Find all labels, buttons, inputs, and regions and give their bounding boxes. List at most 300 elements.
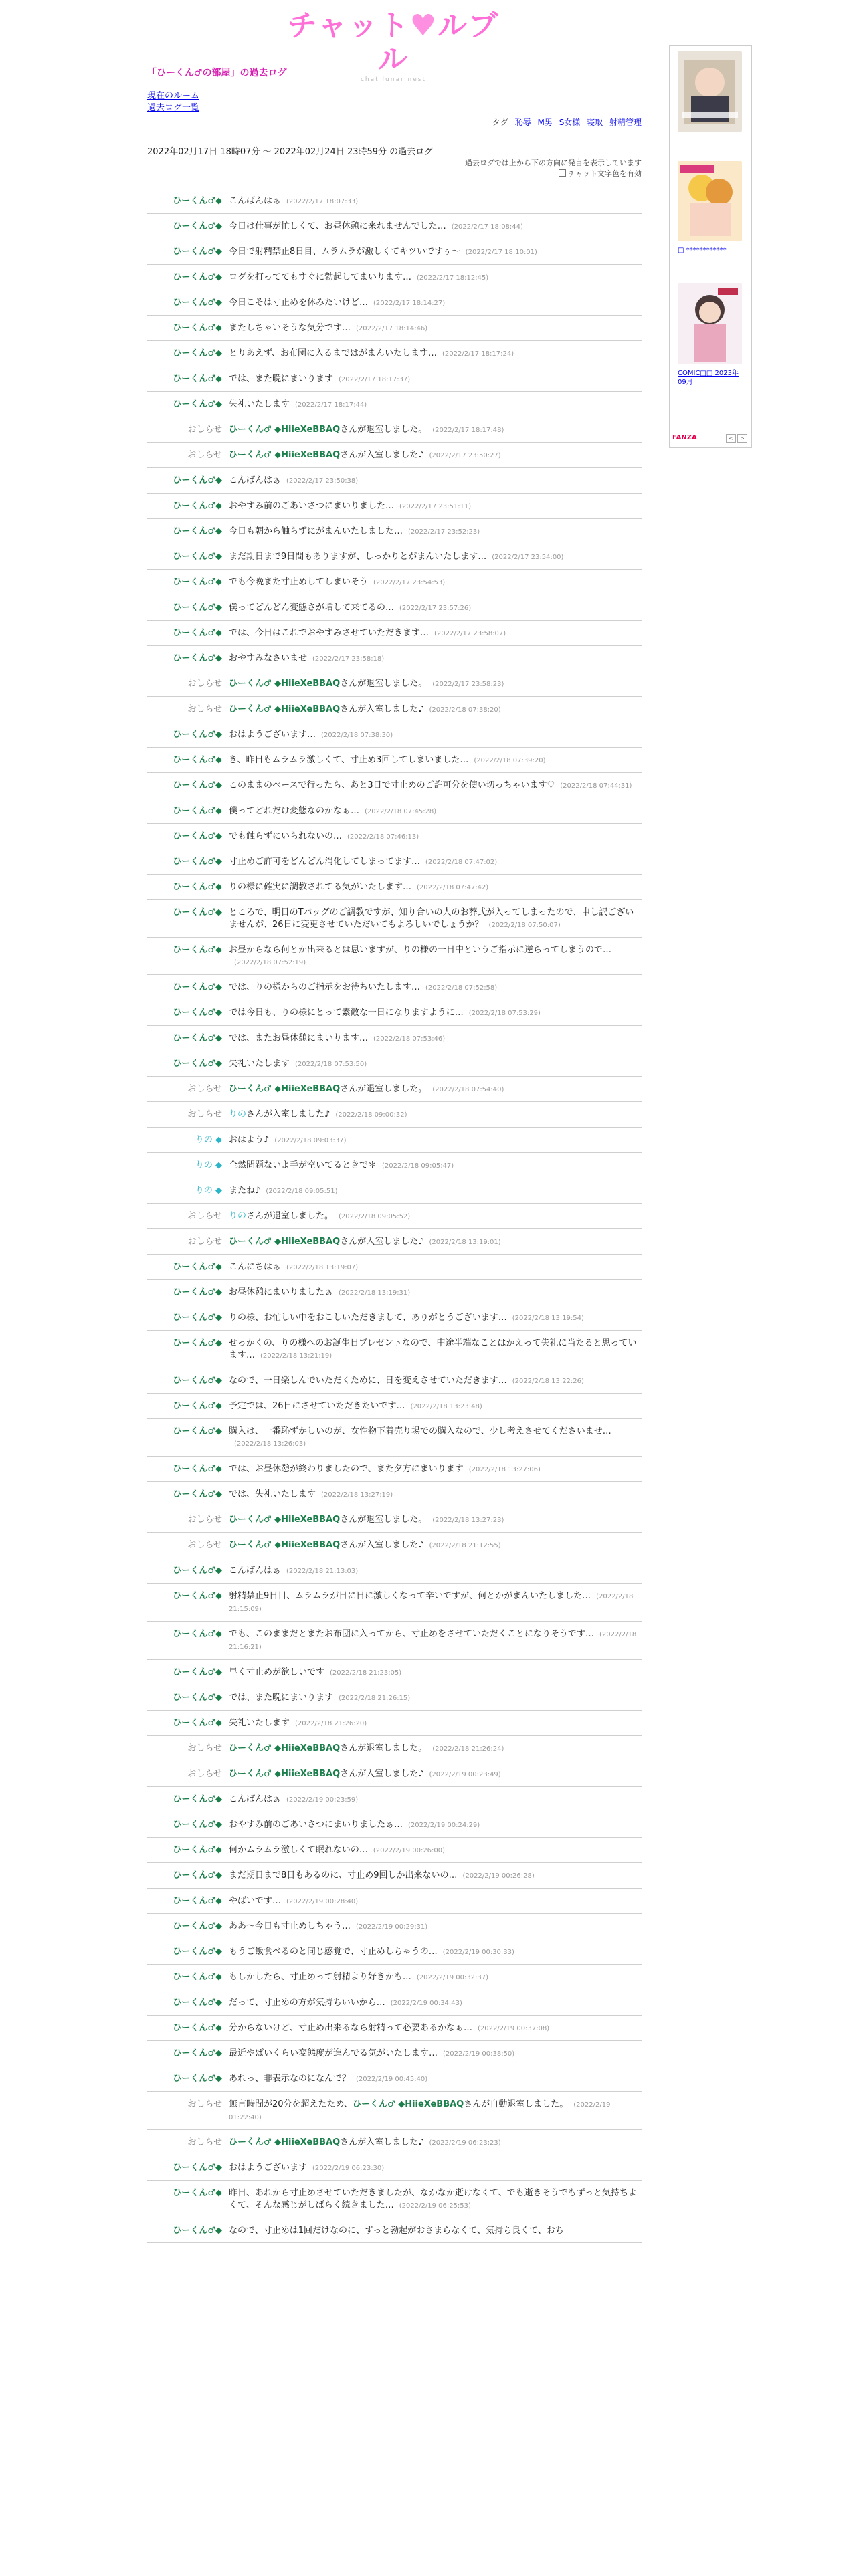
notice-row [147, 2130, 642, 2155]
chat-message [147, 798, 642, 824]
speaker-name: おしらせ [187, 679, 222, 689]
speaker-name: ひーくん♂◆ [173, 1489, 222, 1499]
timestamp: (2022/2/18 07:54:40) [432, 1086, 504, 1093]
message-body [229, 1160, 642, 1172]
message-body [229, 1971, 642, 1984]
timestamp: (2022/2/17 18:12:45) [417, 274, 489, 282]
message-body [229, 678, 642, 691]
message-text: おやすみなさいませ [229, 653, 308, 663]
timestamp: (2022/2/18 13:19:01) [429, 1239, 501, 1246]
message-text: 今日は仕事が忙しくて、お昼休憩に来れませんでした… [229, 221, 446, 231]
speaker-name: ひーくん♂◆ [173, 1059, 222, 1069]
chat-message [147, 316, 642, 341]
timestamp: (2022/2/18 13:26:03) [234, 1440, 306, 1448]
message-body [229, 1628, 642, 1654]
message-body [229, 2073, 642, 2086]
message-text: では今日も、りの様にとって素敵な一日になりますように… [229, 1008, 464, 1018]
ad-pager [725, 433, 747, 443]
chat-message [147, 1419, 642, 1457]
chat-message [147, 1051, 642, 1077]
message-text: お昼休憩にまいりましたぁ [229, 1287, 334, 1297]
message-text: またしちゃいそうな気分です… [229, 323, 351, 333]
chat-message [147, 1965, 642, 1990]
message-body [229, 1565, 642, 1578]
chat-message [147, 748, 642, 773]
timestamp: (2022/2/18 21:15:09) [229, 1593, 634, 1613]
message-body [229, 602, 642, 615]
message-text: もしかしたら、寸止めって射精より好きかも… [229, 1972, 411, 1982]
timestamp: (2022/2/18 13:27:06) [468, 1466, 541, 1473]
notice-action: さんが入室しました♪ [340, 1237, 424, 1247]
tag-link[interactable]: S女様 [559, 118, 581, 127]
message-body [229, 1426, 642, 1451]
message-body [229, 1946, 642, 1959]
message-body [229, 1312, 642, 1325]
timestamp: (2022/2/17 23:58:18) [312, 655, 385, 663]
timestamp: (2022/2/18 07:53:46) [373, 1035, 446, 1043]
timestamp: (2022/2/18 07:45:28) [365, 808, 437, 815]
notice-user: ひーくん♂ ◆HiieXeBBAQ [353, 2099, 464, 2109]
speaker-name: ひーくん♂◆ [173, 730, 222, 740]
notice-user: ひーくん♂ ◆HiieXeBBAQ [229, 1237, 341, 1247]
tag-link[interactable]: M男 [537, 118, 553, 127]
chat-message [147, 773, 642, 798]
logo-subtitle: chat lunar nest [360, 76, 426, 83]
chat-message [147, 1331, 642, 1368]
ad-banner[interactable] [678, 283, 742, 387]
speaker-name: ひーくん♂◆ [173, 475, 222, 486]
heart-icon: ♥ [409, 9, 438, 43]
message-body [229, 1489, 642, 1501]
speaker-name: りの ◆ [195, 1160, 222, 1170]
chat-message [147, 646, 642, 671]
speaker-name: おしらせ [187, 1515, 222, 1525]
nav-links [147, 90, 199, 114]
chat-message [147, 1482, 642, 1507]
notice-row [147, 1736, 642, 1761]
chat-message [147, 1622, 642, 1660]
tag-link[interactable]: 寝取 [587, 118, 603, 127]
timestamp: (2022/2/19 00:37:08) [478, 2025, 550, 2032]
chat-message [147, 1255, 642, 1280]
timestamp: (2022/2/17 18:17:37) [339, 376, 411, 383]
chat-message [147, 2181, 642, 2218]
speaker-name: ひーくん♂◆ [173, 1338, 222, 1348]
chat-message [147, 468, 642, 494]
tag-link[interactable]: 射精管理 [609, 118, 642, 127]
message-body [229, 2048, 642, 2060]
timestamp: (2022/2/18 13:19:07) [286, 1264, 359, 1271]
timestamp: (2022/2/18 21:26:24) [432, 1745, 504, 1753]
logo-text: チャット♥ルブル [287, 9, 500, 76]
message-body [229, 1819, 642, 1832]
timestamp: (2022/2/18 07:53:29) [468, 1010, 541, 1017]
chat-message [147, 2066, 642, 2092]
speaker-name: ひーくん♂◆ [173, 323, 222, 333]
current-room-link[interactable]: 現在のルーム [147, 91, 200, 101]
message-text: お昼からなら何とか出来るとは思いますが、りの様の一日中というご指示に逆らってしまうので… [229, 945, 612, 955]
message-body [229, 1261, 642, 1274]
chat-message [147, 2041, 642, 2066]
chat-message [147, 544, 642, 570]
message-text: 僕ってどんどん変態さが増して来てるの… [229, 603, 395, 613]
timestamp: (2022/2/19 00:26:28) [462, 1872, 535, 1880]
timestamp: (2022/2/18 09:05:52) [339, 1213, 411, 1220]
chat-message [147, 1394, 642, 1419]
message-body [229, 195, 642, 208]
timestamp: (2022/2/19 06:23:23) [429, 2139, 501, 2147]
prev-arrow-icon[interactable]: < [726, 434, 736, 443]
speaker-name: ひーくん♂◆ [173, 1972, 222, 1982]
timestamp: (2022/2/19 00:29:31) [356, 1923, 428, 1931]
page-title: 「ひーくん♂の部屋」の過去ログ [147, 68, 287, 78]
notice-action: さんが退室しました。 [340, 1743, 427, 1753]
timestamp: (2022/2/18 13:27:23) [432, 1517, 504, 1524]
speaker-name: ひーくん♂◆ [173, 2074, 222, 2084]
notice-user: ひーくん♂ ◆HiieXeBBAQ [229, 450, 341, 460]
timestamp: (2022/2/18 13:19:54) [512, 1315, 584, 1322]
speaker-name: ひーくん♂◆ [173, 374, 222, 384]
message-text: おはようございます [229, 2163, 308, 2173]
timestamp: (2022/2/18 07:47:42) [417, 884, 489, 891]
message-text: でも今晩また寸止めしてしまいそう [229, 577, 369, 587]
message-body [229, 1997, 642, 2010]
message-text: まだ期日まで8日もあるのに、寸止め9回しか出来ないの… [229, 1870, 458, 1881]
ad-banner[interactable] [678, 51, 742, 136]
speaker-name: ひーくん♂◆ [173, 831, 222, 841]
message-text: では、失礼いたします [229, 1489, 316, 1499]
message-body [229, 1033, 642, 1045]
timestamp: (2022/2/18 21:26:15) [339, 1695, 411, 1702]
timestamp: (2022/2/17 23:54:53) [373, 579, 446, 586]
timestamp: (2022/2/18 13:22:26) [512, 1378, 584, 1385]
notice-action: さんが入室しました♪ [340, 704, 424, 714]
message-text: ログを打っててもすぐに勃起してまいります… [229, 272, 412, 282]
timestamp: (2022/2/19 06:25:53) [399, 2202, 471, 2210]
message-text: なので、一日楽しんでいただくために、日を変えさせていただきます… [229, 1376, 507, 1386]
message-text: ところで、明日のTバッグのご調教ですが、知り合いの人のお葬式が入ってしまったので、申し訳ございませんが、26日に変更させていただいてもよろしいでしょうか？ [229, 907, 634, 930]
message-text: では、また晩にまいります [229, 1693, 334, 1703]
chat-message [147, 1660, 642, 1685]
speaker-name: ひーくん♂◆ [173, 1629, 222, 1639]
timestamp: (2022/2/18 07:52:19) [234, 959, 306, 966]
message-body [229, 500, 642, 513]
ad-image[interactable] [678, 283, 742, 364]
message-text: 昨日、あれから寸止めさせていただきましたが、なかなか逝けなくて、でも逝きそうでもずっと気持ちよくて、そんな感じがしばらく続きました… [229, 2188, 637, 2210]
tag-label: タグ [492, 118, 508, 127]
next-arrow-icon[interactable]: > [737, 434, 747, 443]
message-body [229, 1717, 642, 1730]
message-body [229, 2022, 642, 2035]
notice-row [147, 417, 642, 443]
timestamp: (2022/2/19 00:38:50) [443, 2050, 515, 2058]
speaker-name: おしらせ [187, 1084, 222, 1094]
chat-message [147, 1026, 642, 1051]
message-body [229, 272, 642, 284]
timestamp: (2022/2/18 09:05:47) [382, 1162, 454, 1170]
timestamp: (2022/2/18 13:19:31) [339, 1289, 411, 1297]
speaker-name: ひーくん♂◆ [173, 1845, 222, 1855]
message-text: こんばんはぁ [229, 1566, 282, 1576]
color-toggle-label: チャット文字色を有効 [568, 169, 642, 178]
message-body [229, 1287, 642, 1299]
speaker-name: ひーくん♂◆ [173, 1008, 222, 1018]
speaker-name: ひーくん♂◆ [173, 1464, 222, 1474]
speaker-name: ひーくん♂◆ [173, 603, 222, 613]
notice-action: さんが退室しました。 [340, 1084, 427, 1094]
message-body [229, 2187, 642, 2212]
timestamp: (2022/2/19 00:45:40) [356, 2076, 428, 2083]
message-body [229, 729, 642, 742]
message-text: 失礼いたします [229, 1718, 290, 1728]
speaker-name: ひーくん♂◆ [173, 2023, 222, 2033]
chat-message [147, 2155, 642, 2181]
message-body [229, 1895, 642, 1908]
chat-message [147, 1863, 642, 1889]
timestamp: (2022/2/18 07:47:02) [425, 859, 498, 866]
chat-message [147, 1889, 642, 1914]
speaker-name: おしらせ [187, 1769, 222, 1779]
ad-banner[interactable] [678, 161, 742, 255]
message-text: あれっ、非表示なのになんで？ [229, 2074, 351, 2084]
message-body [229, 1870, 642, 1883]
chat-message [147, 366, 642, 392]
speaker-name: ひーくん♂◆ [173, 1921, 222, 1931]
log-options [465, 158, 642, 179]
speaker-name: りの ◆ [195, 1135, 222, 1145]
speaker-name: ひーくん♂◆ [173, 653, 222, 663]
timestamp: (2022/2/17 18:10:01) [465, 249, 537, 256]
message-body [229, 2137, 642, 2149]
timestamp: (2022/2/18 07:38:30) [321, 732, 393, 739]
tag-list [492, 116, 642, 128]
speaker-name: ひーくん♂◆ [173, 1896, 222, 1906]
notice-row [147, 1102, 642, 1128]
message-body [229, 1134, 642, 1147]
speaker-name: ひーくん♂◆ [173, 577, 222, 587]
message-body [229, 2225, 642, 2237]
notice-action: さんが退室しました。 [340, 425, 427, 435]
past-logs-link[interactable]: 過去ログ一覧 [147, 103, 200, 113]
notice-user: ひーくん♂ ◆HiieXeBBAQ [229, 1769, 341, 1779]
chat-message [147, 1000, 642, 1026]
chat-message [147, 1812, 642, 1838]
timestamp: (2022/2/17 23:54:00) [492, 554, 564, 561]
message-body [229, 1400, 642, 1413]
site-logo[interactable] [280, 9, 507, 83]
timestamp: (2022/2/19 00:23:59) [286, 1796, 359, 1804]
ad-image[interactable] [678, 51, 742, 132]
message-body [229, 881, 642, 894]
timestamp: (2022/2/17 18:14:46) [356, 325, 428, 332]
notice-action: さんが入室しました♪ [246, 1109, 330, 1119]
timestamp: (2022/2/17 23:58:07) [434, 630, 506, 637]
message-text: 予定では、26日にさせていただきたいです… [229, 1401, 405, 1411]
speaker-name: ひーくん♂◆ [173, 2048, 222, 2058]
chat-message [147, 570, 642, 595]
message-body [229, 1768, 642, 1781]
chat-message [147, 722, 642, 748]
timestamp: (2022/2/17 18:17:48) [432, 427, 504, 434]
speaker-name: ひーくん♂◆ [173, 780, 222, 790]
message-body [229, 348, 642, 360]
chat-message [147, 1153, 642, 1178]
speaker-name: おしらせ [187, 450, 222, 460]
notice-action: さんが入室しました♪ [340, 1769, 424, 1779]
tag-link[interactable]: 恥辱 [514, 118, 531, 127]
message-body [229, 449, 642, 462]
message-text: こんばんはぁ [229, 196, 282, 206]
timestamp: (2022/2/17 23:52:23) [408, 528, 480, 536]
speaker-name: ひーくん♂◆ [173, 1426, 222, 1436]
chat-message [147, 938, 642, 975]
timestamp: (2022/2/18 09:03:37) [274, 1137, 347, 1144]
chat-message [147, 900, 642, 938]
message-text: では、またお昼休憩にまいります… [229, 1033, 369, 1043]
color-toggle[interactable] [465, 169, 642, 179]
speaker-name: おしらせ [187, 1211, 222, 1221]
message-text: 今日こそは寸止めを休みたいけど… [229, 298, 369, 308]
notice-user: ひーくん♂ ◆HiieXeBBAQ [229, 1540, 341, 1550]
message-body [229, 653, 642, 665]
speaker-name: ひーくん♂◆ [173, 1033, 222, 1043]
timestamp: (2022/2/17 23:50:38) [286, 477, 359, 485]
message-text: 分からないけど、寸止め出来るなら射精って必要あるかなぁ… [229, 2023, 473, 2033]
message-text: おやすみ前のごあいさつにまいりましたぁ… [229, 1820, 403, 1830]
checkbox-icon[interactable] [559, 169, 566, 177]
notice-action: さんが退室しました。 [340, 1515, 427, 1525]
message-body [229, 475, 642, 488]
message-text: まだ期日まで9日間もありますが、しっかりとがまんいたします… [229, 552, 487, 562]
chat-message [147, 239, 642, 265]
timestamp: (2022/2/18 07:44:31) [560, 782, 632, 790]
notice-user: ひーくん♂ ◆HiieXeBBAQ [229, 2137, 341, 2147]
notice-row [147, 2092, 642, 2130]
timestamp: (2022/2/18 13:27:19) [321, 1491, 393, 1499]
message-text: でも触らずにいられないの… [229, 831, 343, 841]
notice-user: ひーくん♂ ◆HiieXeBBAQ [229, 704, 341, 714]
chat-message [147, 1280, 642, 1305]
speaker-name: ひーくん♂◆ [173, 882, 222, 892]
message-text: やばいです… [229, 1896, 282, 1906]
chat-message [147, 1990, 642, 2016]
message-text: もうご飯食べるのと同じ感覚で、寸止めしちゃうの… [229, 1947, 438, 1957]
chat-message [147, 2218, 642, 2243]
chat-message [147, 1305, 642, 1331]
message-body [229, 221, 642, 233]
message-text: だって、寸止めの方が気持ちいいから… [229, 1998, 385, 2008]
speaker-name: ひーくん♂◆ [173, 2188, 222, 2198]
ad-caption[interactable]: COMIC□□ 2023年09月 [678, 370, 739, 386]
speaker-name: おしらせ [187, 704, 222, 714]
chat-message [147, 392, 642, 417]
timestamp: (2022/2/19 00:24:29) [408, 1822, 480, 1829]
notice-row [147, 1761, 642, 1787]
chat-message [147, 849, 642, 875]
notice-action: さんが退室しました。 [340, 679, 427, 689]
speaker-name: ひーくん♂◆ [173, 1287, 222, 1297]
speaker-name: ひーくん♂◆ [173, 298, 222, 308]
speaker-name: りの ◆ [195, 1186, 222, 1196]
speaker-name: ひーくん♂◆ [173, 1794, 222, 1804]
timestamp: (2022/2/19 00:34:43) [390, 2000, 462, 2007]
message-body [229, 576, 642, 589]
sidebar-ads [669, 45, 752, 448]
message-text: 今日も朝から触らずにがまんいたしました… [229, 526, 403, 536]
speaker-name: おしらせ [187, 2137, 222, 2147]
message-text: 失礼いたします [229, 1059, 290, 1069]
chat-message [147, 189, 642, 214]
notice-action: さんが自動退室しました。 [464, 2099, 569, 2109]
notice-row [147, 1533, 642, 1558]
timestamp: (2022/2/18 21:13:03) [286, 1568, 359, 1575]
message-text: 今日で射精禁止8日目、ムラムラが激しくてキツいですぅ～ [229, 247, 460, 257]
timestamp: (2022/2/18 21:26:20) [295, 1720, 367, 1727]
speaker-name: ひーくん♂◆ [173, 1998, 222, 2008]
ad-image[interactable] [678, 161, 742, 241]
notice-user: ひーくん♂ ◆HiieXeBBAQ [229, 1084, 341, 1094]
message-body [229, 780, 642, 792]
timestamp: (2022/2/19 00:32:37) [416, 1974, 489, 1981]
message-text: おやすみ前のごあいさつにまいりました… [229, 501, 395, 511]
message-body [229, 1590, 642, 1616]
chat-message [147, 1457, 642, 1482]
message-body [229, 322, 642, 335]
notice-row [147, 1229, 642, 1255]
speaker-name: おしらせ [187, 1540, 222, 1550]
chat-message [147, 519, 642, 544]
chat-message [147, 1914, 642, 1939]
message-text: き、昨日もムラムラ激しくて、寸止め3回してしまいました… [229, 755, 469, 765]
ad-caption[interactable]: □ ************ [678, 247, 727, 254]
message-body [229, 1210, 642, 1223]
speaker-name: ひーくん♂◆ [173, 2163, 222, 2173]
message-text: 僕ってどれだけ変態なのかなぁ… [229, 806, 360, 816]
timestamp: (2022/2/19 01:22:40) [229, 2101, 611, 2121]
fanza-logo[interactable]: FANZA [672, 434, 697, 441]
chat-message [147, 1787, 642, 1812]
speaker-name: ひーくん♂◆ [173, 945, 222, 955]
timestamp: (2022/2/17 18:07:33) [286, 198, 359, 205]
speaker-name: ひーくん♂◆ [173, 1401, 222, 1411]
message-body [229, 805, 642, 818]
timestamp: (2022/2/18 07:39:20) [474, 757, 546, 764]
speaker-name: ひーくん♂◆ [173, 1693, 222, 1703]
timestamp: (2022/2/17 23:51:11) [399, 503, 472, 510]
speaker-name: ひーくん♂◆ [173, 1718, 222, 1728]
message-body [229, 1844, 642, 1857]
speaker-name: ひーくん♂◆ [173, 1947, 222, 1957]
timestamp: (2022/2/17 18:17:24) [442, 350, 514, 358]
speaker-name: ひーくん♂◆ [173, 857, 222, 867]
message-body [229, 1007, 642, 1020]
speaker-name: ひーくん♂◆ [173, 755, 222, 765]
notice-prefix: 無言時間が20分を超えたため、 [229, 2099, 353, 2109]
message-body [229, 1058, 642, 1071]
message-text: 射精禁止9日目、ムラムラが日に日に激しくなって辛いですが、何とかがまんいたしました… [229, 1591, 591, 1601]
message-text: では、今日はこれでおやすみさせていただきます… [229, 628, 430, 638]
speaker-name: ひーくん♂◆ [173, 348, 222, 358]
chat-message [147, 1368, 642, 1394]
timestamp: (2022/2/18 07:38:20) [429, 706, 501, 714]
speaker-name: おしらせ [187, 2099, 222, 2109]
notice-user: りの [229, 1109, 247, 1119]
message-text: 失礼いたします [229, 399, 290, 409]
message-text: せっかくの、りの様へのお誕生日プレゼントなので、中途半端なことはかえって失礼に当たると思っています… [229, 1338, 637, 1360]
notice-user: ひーくん♂ ◆HiieXeBBAQ [229, 425, 341, 435]
speaker-name: ひーくん♂◆ [173, 1870, 222, 1881]
chat-message [147, 1584, 642, 1622]
